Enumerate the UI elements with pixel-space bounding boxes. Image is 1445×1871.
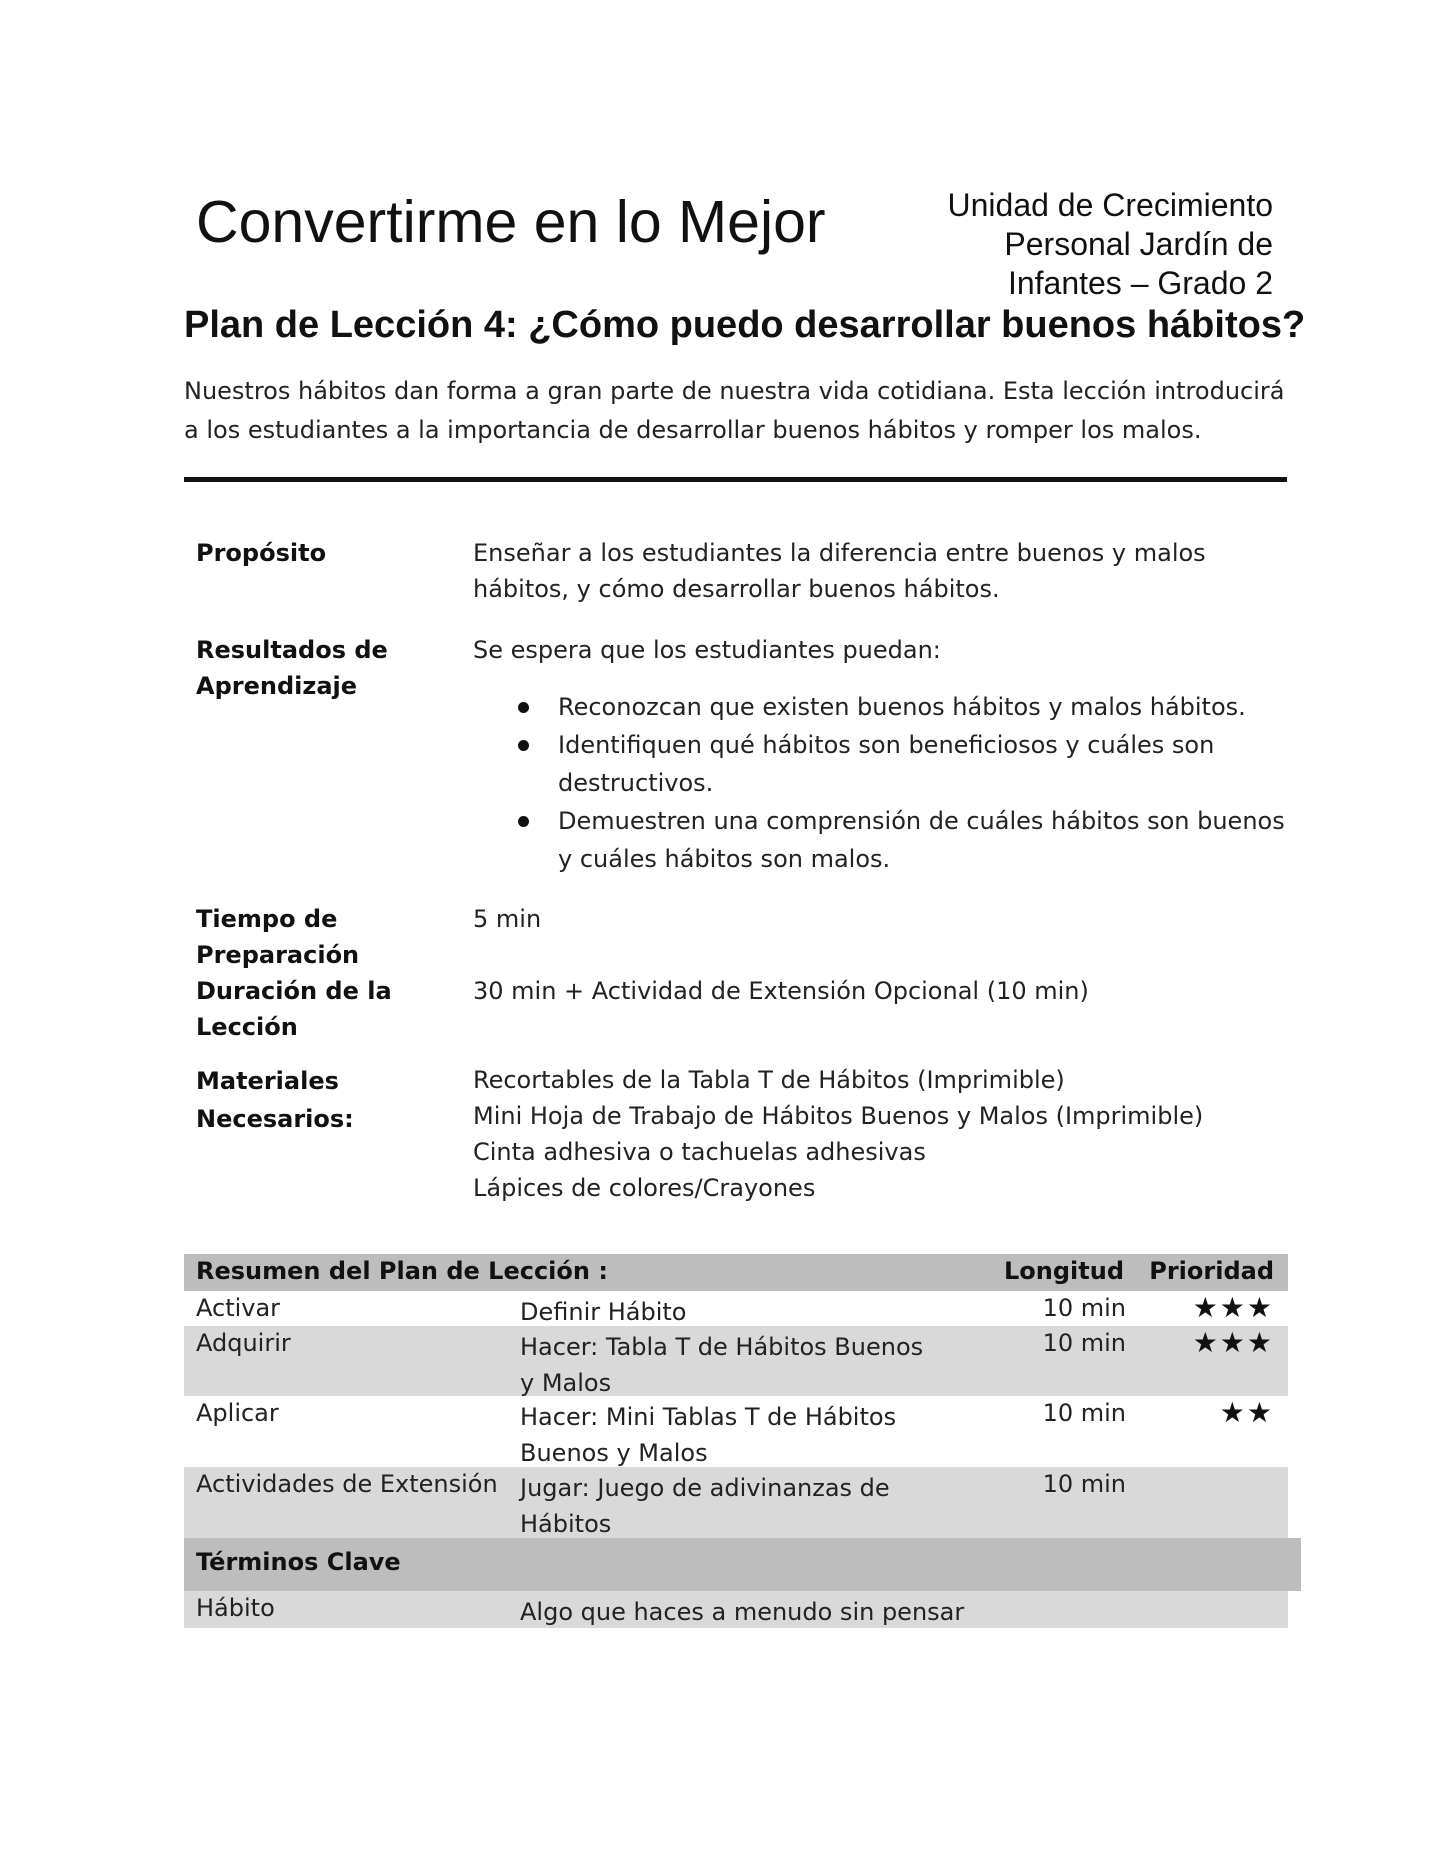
outcome-item: Identifiquen qué hábitos son beneficiosos y cuáles son destructivos. [473, 726, 1293, 802]
length-cell: 10 min [1042, 1329, 1126, 1357]
key-terms-title: Términos Clave [196, 1548, 401, 1576]
length-column-header: Longitud [1003, 1257, 1124, 1285]
material-item: Cinta adhesiva o tachuelas adhesivas [473, 1138, 926, 1166]
material-item: Lápices de colores/Crayones [473, 1174, 816, 1202]
section-divider [184, 477, 1287, 482]
outcomes-label: Resultados de Aprendizaje [196, 636, 388, 700]
phase-cell: Aplicar [196, 1399, 279, 1427]
lesson-summary-table [184, 1254, 1288, 1628]
length-cell: 10 min [1042, 1470, 1126, 1498]
key-terms-header [184, 1538, 1301, 1591]
activity-cell: Definir Hábito [520, 1298, 687, 1326]
purpose-label: Propósito [196, 539, 327, 567]
summary-title: Resumen del Plan de Lección : [196, 1257, 608, 1285]
unit-line: Personal Jardín de [1004, 226, 1273, 262]
phase-cell: Adquirir [196, 1329, 291, 1357]
outcome-item: Demuestren una comprensión de cuáles hábitos son buenos y cuáles hábitos son malos. [473, 802, 1293, 878]
lesson-title: Plan de Lección 4: ¿Cómo puedo desarrollar buenos hábitos? [184, 304, 1306, 346]
length-cell: 10 min [1042, 1294, 1126, 1322]
outcome-item: Reconozcan que existen buenos hábitos y malos hábitos. [473, 688, 1293, 726]
unit-line: Unidad de Crecimiento [947, 187, 1273, 223]
phase-cell: Activar [196, 1294, 281, 1322]
table-row [184, 1291, 1288, 1326]
material-item: Mini Hoja de Trabajo de Hábitos Buenos y Malos (Imprimible) [473, 1102, 1204, 1130]
materials-label: Materiales Necesarios: [196, 1067, 354, 1133]
outcomes-list [473, 688, 1293, 878]
phase-cell: Actividades de Extensión [196, 1470, 498, 1498]
table-row [184, 1396, 1288, 1467]
activity-cell: Hacer: Mini Tablas T de Hábitos Buenos y Malos [520, 1403, 897, 1467]
prep-time-label: Tiempo de Preparación [196, 905, 360, 969]
duration-value: 30 min + Actividad de Extensión Opcional (10 min) [473, 977, 1089, 1005]
priority-stars: ★★★ [1192, 1326, 1274, 1359]
material-item: Recortables de la Tabla T de Hábitos (Imprimible) [473, 1066, 1065, 1094]
duration-label: Duración de la Lección [196, 977, 392, 1041]
priority-column-header: Prioridad [1149, 1257, 1274, 1285]
length-cell: 10 min [1042, 1399, 1126, 1427]
table-row [184, 1326, 1288, 1396]
document-title: Convertirme en lo Mejor [196, 189, 826, 255]
outcomes-value [473, 632, 1293, 878]
lesson-intro: Nuestros hábitos dan forma a gran parte de nuestra vida cotidiana. Esta lección introducirá a los estudiantes a la importancia de desarrollar buenos hábitos y romper los malos. [184, 377, 1285, 444]
summary-header-row [184, 1254, 1288, 1291]
definition-cell: Algo que haces a menudo sin pensar [520, 1598, 965, 1626]
key-term-row [184, 1591, 1288, 1628]
unit-grade-label [853, 186, 1273, 303]
term-cell: Hábito [196, 1594, 275, 1622]
outcomes-intro: Se espera que los estudiantes puedan: [473, 636, 941, 664]
prep-time-value: 5 min [473, 905, 542, 933]
priority-stars: ★★★ [1192, 1291, 1274, 1324]
activity-cell: Hacer: Tabla T de Hábitos Buenos y Malos [520, 1333, 924, 1397]
materials-list [473, 1062, 1293, 1206]
table-row [184, 1467, 1288, 1538]
unit-line: Infantes – Grado 2 [1007, 265, 1273, 301]
purpose-value: Enseñar a los estudiantes la diferencia entre buenos y malos hábitos, y cómo desarrollar buenos hábitos. [473, 539, 1206, 603]
priority-stars: ★★ [1219, 1396, 1274, 1429]
activity-cell: Jugar: Juego de adivinanzas de Hábitos [520, 1474, 890, 1538]
